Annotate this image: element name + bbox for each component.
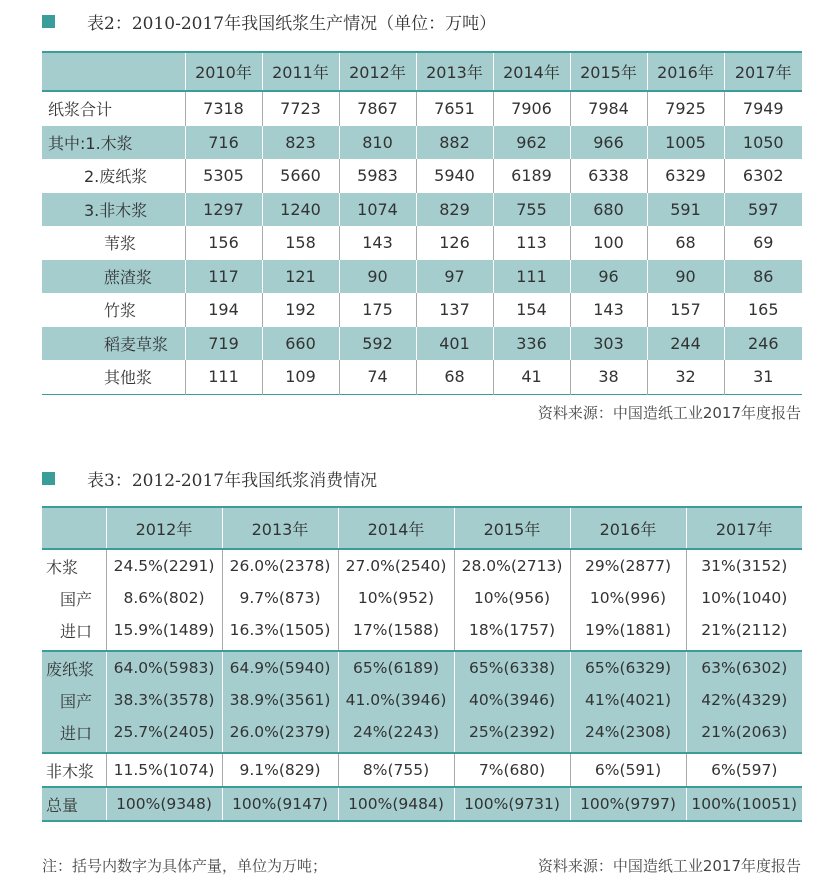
value-cell: 86 (724, 260, 802, 294)
value-cell: 90 (339, 260, 416, 294)
table2-header-row (42, 52, 802, 91)
value-cell: 680 (570, 193, 647, 227)
value-cell: 1050 (724, 126, 802, 160)
header-year-cell: 2014年 (493, 52, 570, 91)
value-cell: 823 (262, 126, 339, 160)
row-label: 苇浆 (104, 234, 137, 254)
value-cell: 63%(6302) (686, 651, 802, 684)
value-cell: 5940 (416, 159, 493, 193)
value-cell: 100%(9731) (454, 787, 570, 821)
value-cell: 32 (647, 360, 724, 394)
value-cell: 303 (570, 327, 647, 361)
value-cell: 109 (262, 360, 339, 394)
value-cell: 65%(6329) (570, 651, 686, 684)
value-cell: 10%(956) (454, 582, 570, 614)
value-cell: 244 (647, 327, 724, 361)
value-cell: 6189 (493, 159, 570, 193)
value-cell: 96 (570, 260, 647, 294)
value-cell: 19%(1881) (570, 614, 686, 646)
table3-title: 表3：2012-2017年我国纸浆消费情况 (87, 471, 378, 491)
value-cell: 100%(9484) (338, 787, 454, 821)
value-cell: 165 (724, 293, 802, 327)
value-cell: 26.0%(2378) (222, 549, 338, 582)
value-cell: 21%(2063) (686, 716, 802, 748)
row-group (42, 549, 802, 651)
value-cell: 69 (724, 226, 802, 260)
table-row (42, 614, 802, 646)
pulp-production-table (42, 51, 802, 395)
value-cell: 6302 (724, 159, 802, 193)
row-label: 非木浆 (42, 753, 106, 787)
value-cell: 401 (416, 327, 493, 361)
value-cell: 137 (416, 293, 493, 327)
value-cell: 100%(9797) (570, 787, 686, 821)
value-cell: 111 (493, 260, 570, 294)
table2-body (42, 91, 802, 394)
value-cell: 1297 (185, 193, 262, 227)
value-cell: 41%(4021) (570, 684, 686, 716)
value-cell: 194 (185, 293, 262, 327)
value-cell: 65%(6189) (338, 651, 454, 684)
value-cell: 175 (339, 293, 416, 327)
row-label: 进口 (60, 621, 93, 641)
table2-title-row (0, 9, 496, 34)
pulp-consumption-table (42, 506, 802, 822)
row-label: 蔗渣浆 (42, 260, 185, 294)
value-cell: 7867 (339, 91, 416, 126)
row-label: 木浆 (46, 557, 79, 577)
row-label: 其他浆 (104, 368, 153, 388)
value-cell: 591 (647, 193, 724, 227)
header-label-cell (42, 507, 106, 549)
header-year-cell: 2013年 (416, 52, 493, 91)
row-label: 纸浆合计 (48, 100, 113, 120)
row-label: 2.废纸浆 (84, 167, 148, 187)
row-label: 其中:1.木浆 (42, 126, 185, 160)
value-cell: 1005 (647, 126, 724, 160)
value-cell: 31 (724, 360, 802, 394)
value-cell: 143 (570, 293, 647, 327)
value-cell: 40%(3946) (454, 684, 570, 716)
value-cell: 336 (493, 327, 570, 361)
value-cell: 8.6%(802) (106, 582, 222, 614)
table3-header-row (42, 507, 802, 549)
value-cell: 755 (493, 193, 570, 227)
value-cell: 246 (724, 327, 802, 361)
value-cell: 24.5%(2291) (106, 549, 222, 582)
value-cell: 192 (262, 293, 339, 327)
value-cell: 157 (647, 293, 724, 327)
value-cell: 7949 (724, 91, 802, 126)
value-cell: 41 (493, 360, 570, 394)
value-cell: 1240 (262, 193, 339, 227)
value-cell: 154 (493, 293, 570, 327)
value-cell: 16.3%(1505) (222, 614, 338, 646)
value-cell: 26.0%(2379) (222, 716, 338, 748)
value-cell: 100%(9348) (106, 787, 222, 821)
header-year-cell: 2015年 (570, 52, 647, 91)
table-row (42, 91, 802, 126)
value-cell: 6%(597) (686, 753, 802, 787)
title-marker-icon (42, 15, 55, 28)
header-year-cell: 2014年 (338, 507, 454, 549)
table-row (42, 716, 802, 748)
table-row (42, 787, 802, 821)
table3-note: 注：括号内数字为具体产量，单位为万吨； (42, 857, 328, 875)
table-row (42, 260, 802, 294)
title-marker-icon (42, 472, 55, 485)
value-cell: 97 (416, 260, 493, 294)
value-cell: 143 (339, 226, 416, 260)
value-cell: 29%(2877) (570, 549, 686, 582)
value-cell: 7318 (185, 91, 262, 126)
value-cell: 100%(10051) (686, 787, 802, 821)
value-cell: 882 (416, 126, 493, 160)
value-cell: 90 (647, 260, 724, 294)
value-cell: 18%(1757) (454, 614, 570, 646)
row-group (42, 753, 802, 787)
row-label: 3.非木浆 (42, 193, 185, 227)
value-cell: 10%(996) (570, 582, 686, 614)
value-cell: 660 (262, 327, 339, 361)
value-cell: 962 (493, 126, 570, 160)
value-cell: 810 (339, 126, 416, 160)
value-cell: 7%(680) (454, 753, 570, 787)
value-cell: 6338 (570, 159, 647, 193)
value-cell: 15.9%(1489) (106, 614, 222, 646)
table-row (42, 159, 802, 193)
header-year-cell: 2016年 (570, 507, 686, 549)
value-cell: 126 (416, 226, 493, 260)
value-cell: 5305 (185, 159, 262, 193)
header-year-cell: 2017年 (686, 507, 802, 549)
value-cell: 7723 (262, 91, 339, 126)
table-row (42, 582, 802, 614)
value-cell: 68 (416, 360, 493, 394)
table2-title: 表2：2010-2017年我国纸浆生产情况（单位：万吨） (87, 14, 497, 34)
header-year-cell: 2013年 (222, 507, 338, 549)
value-cell: 38.3%(3578) (106, 684, 222, 716)
value-cell: 8%(755) (338, 753, 454, 787)
value-cell: 5660 (262, 159, 339, 193)
value-cell: 21%(2112) (686, 614, 802, 646)
value-cell: 25%(2392) (454, 716, 570, 748)
table-row (42, 549, 802, 582)
value-cell: 1074 (339, 193, 416, 227)
header-year-cell: 2012年 (339, 52, 416, 91)
value-cell: 7925 (647, 91, 724, 126)
value-cell: 5983 (339, 159, 416, 193)
value-cell: 38 (570, 360, 647, 394)
value-cell: 27.0%(2540) (338, 549, 454, 582)
value-cell: 17%(1588) (338, 614, 454, 646)
header-label-cell (42, 52, 185, 91)
row-group (42, 651, 802, 753)
value-cell: 100 (570, 226, 647, 260)
row-label: 国产 (60, 589, 93, 609)
value-cell: 68 (647, 226, 724, 260)
header-year-cell: 2010年 (185, 52, 262, 91)
value-cell: 24%(2308) (570, 716, 686, 748)
value-cell: 64.9%(5940) (222, 651, 338, 684)
table-row (42, 226, 802, 260)
value-cell: 7651 (416, 91, 493, 126)
value-cell: 38.9%(3561) (222, 684, 338, 716)
value-cell: 719 (185, 327, 262, 361)
table3-source: 资料来源：中国造纸工业2017年度报告 (537, 857, 801, 875)
value-cell: 7984 (570, 91, 647, 126)
table-row (42, 327, 802, 361)
value-cell: 100%(9147) (222, 787, 338, 821)
table-row (42, 193, 802, 227)
table3-title-row (0, 466, 377, 491)
value-cell: 158 (262, 226, 339, 260)
value-cell: 41.0%(3946) (338, 684, 454, 716)
row-label: 稻麦草浆 (42, 327, 185, 361)
row-label: 进口 (42, 716, 106, 748)
table-row (42, 684, 802, 716)
table-row (42, 126, 802, 160)
value-cell: 31%(3152) (686, 549, 802, 582)
value-cell: 65%(6338) (454, 651, 570, 684)
value-cell: 42%(4329) (686, 684, 802, 716)
value-cell: 24%(2243) (338, 716, 454, 748)
table-row (42, 753, 802, 787)
value-cell: 10%(1040) (686, 582, 802, 614)
value-cell: 11.5%(1074) (106, 753, 222, 787)
value-cell: 966 (570, 126, 647, 160)
row-label: 竹浆 (104, 301, 137, 321)
value-cell: 6%(591) (570, 753, 686, 787)
value-cell: 113 (493, 226, 570, 260)
value-cell: 597 (724, 193, 802, 227)
value-cell: 28.0%(2713) (454, 549, 570, 582)
value-cell: 64.0%(5983) (106, 651, 222, 684)
value-cell: 156 (185, 226, 262, 260)
header-year-cell: 2016年 (647, 52, 724, 91)
value-cell: 121 (262, 260, 339, 294)
header-year-cell: 2011年 (262, 52, 339, 91)
table-row (42, 293, 802, 327)
table-row (42, 360, 802, 394)
value-cell: 7906 (493, 91, 570, 126)
value-cell: 111 (185, 360, 262, 394)
value-cell: 117 (185, 260, 262, 294)
value-cell: 829 (416, 193, 493, 227)
row-label: 废纸浆 (42, 651, 106, 684)
value-cell: 9.7%(873) (222, 582, 338, 614)
header-year-cell: 2015年 (454, 507, 570, 549)
header-year-cell: 2017年 (724, 52, 802, 91)
row-group (42, 787, 802, 821)
value-cell: 25.7%(2405) (106, 716, 222, 748)
row-label: 总量 (42, 787, 106, 821)
value-cell: 74 (339, 360, 416, 394)
value-cell: 6329 (647, 159, 724, 193)
value-cell: 592 (339, 327, 416, 361)
row-label: 国产 (42, 684, 106, 716)
table2-source: 资料来源：中国造纸工业2017年度报告 (537, 404, 801, 422)
value-cell: 10%(952) (338, 582, 454, 614)
value-cell: 9.1%(829) (222, 753, 338, 787)
table-row (42, 651, 802, 684)
value-cell: 716 (185, 126, 262, 160)
header-year-cell: 2012年 (106, 507, 222, 549)
